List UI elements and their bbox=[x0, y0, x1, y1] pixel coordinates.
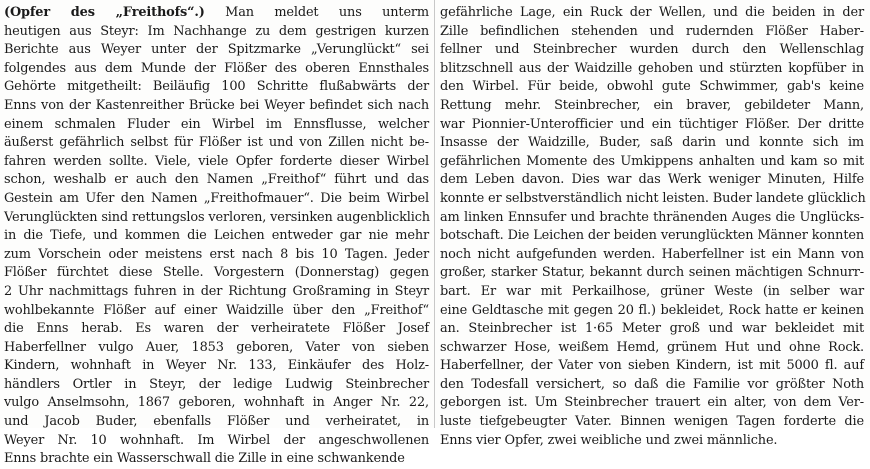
text-line bbox=[4, 432, 429, 451]
text-line-content: Zille befindlichen stehenden und rudernden Flößer Haber- bbox=[440, 23, 864, 39]
text-line-content: Haberfellner vulgo Auer, 1853 geboren, Vater von sieben bbox=[4, 339, 429, 355]
text-line-content: wohlbekannte Flößer auf einer Waidzille über den „Freithof“ bbox=[4, 302, 429, 318]
text-line-content: botschaft. Die Leichen der beiden verunglückten Männer konnten bbox=[440, 228, 864, 244]
text-line bbox=[4, 23, 429, 42]
text-line-content: zum Vorschein oder meistens erst nach 8 bis 10 Tagen. Jeder bbox=[4, 246, 429, 262]
text-line-content: bart. Er war mit Perkailhose, grüner Weste (in selber war bbox=[440, 283, 864, 299]
text-line-content: Gestein am Ufer den Namen „Freithofmauer“. Die beim Wirbel bbox=[4, 190, 429, 206]
text-line bbox=[4, 394, 429, 413]
text-line-content: Rettung mehr. Steinbrecher, ein braver, gebildeter Mann, bbox=[440, 97, 864, 113]
text-line bbox=[4, 171, 429, 190]
text-line-content: händlers Ortler in Steyr, der ledige Ludwig Steinbrecher bbox=[4, 376, 429, 392]
text-line bbox=[4, 116, 429, 135]
text-line bbox=[4, 283, 429, 302]
text-line-content: eine Geldtasche mit gegen 20 fl.) bekleidet, Rock hatte er keinen bbox=[440, 302, 864, 318]
text-line bbox=[4, 153, 429, 172]
text-line bbox=[440, 97, 864, 116]
text-line-content: gefährlichen Momente des Umkippens anhalten und kam so mit bbox=[440, 153, 864, 169]
text-line bbox=[4, 302, 429, 321]
text-line bbox=[440, 23, 864, 42]
text-line-content: geborgen ist. Um Steinbrecher trauert ein alter, von dem Ver- bbox=[440, 395, 864, 411]
text-line bbox=[4, 357, 429, 376]
text-line bbox=[4, 41, 429, 60]
text-line bbox=[4, 4, 429, 23]
text-line-content: den Todesfall versichert, so daß die Familie vor größter Noth bbox=[440, 376, 864, 392]
text-line-content: gefährliche Lage, ein Ruck der Wellen, und die beiden in der bbox=[440, 5, 864, 20]
text-line-content: in die Tiefe, und kommen die Leichen entweder gar nie mehr bbox=[4, 228, 429, 244]
text-line-content: 2 Uhr nachmittags fuhren in der Richtung Großraming in Steyr bbox=[4, 283, 429, 299]
text-line bbox=[440, 394, 864, 413]
text-line-content: Haberfellner, der Vater von sieben Kindern, ist mit 5000 fl. auf bbox=[440, 358, 864, 374]
text-line-content: blitzschnell aus der Waidzille gehoben und stürzten kopfüber in bbox=[440, 60, 864, 76]
text-line bbox=[440, 190, 864, 209]
text-line bbox=[440, 60, 864, 79]
article-column-right bbox=[440, 4, 866, 448]
text-line bbox=[4, 97, 429, 116]
text-line bbox=[4, 376, 429, 395]
text-line bbox=[4, 246, 429, 265]
text-line bbox=[440, 246, 864, 265]
text-line-content: Insasse der Waidzille, Buder, saß darin und konnte sich im bbox=[440, 135, 864, 151]
text-line-content: folgendes aus dem Munde der Flößer des oberen Ennsthales bbox=[4, 60, 429, 76]
text-line-content: Gehörte mitgetheilt: Beiläufig 100 Schritte flußabwärts der bbox=[4, 79, 429, 95]
text-line-content: Flößer fürchtet diese Stelle. Vorgestern (Donnerstag) gegen bbox=[4, 265, 429, 281]
text-line bbox=[440, 413, 864, 432]
text-line bbox=[440, 4, 864, 23]
text-line-content: fellner und Steinbrecher wurden durch den Wellenschlag bbox=[440, 42, 864, 58]
text-line-content: Verunglückten sind rettungslos verloren, versinken augenblicklich bbox=[4, 209, 430, 225]
text-line-content: konnte er selbstverständlich nicht leisten. Buder landete glücklich bbox=[440, 190, 866, 206]
text-line bbox=[4, 209, 429, 228]
text-line bbox=[440, 116, 864, 135]
text-line bbox=[4, 78, 429, 97]
text-line bbox=[4, 60, 429, 79]
text-line bbox=[4, 134, 429, 153]
text-line bbox=[4, 264, 429, 283]
text-line bbox=[440, 339, 864, 358]
text-line-content: die Enns herab. Es waren der verheiratete Flößer Josef bbox=[4, 321, 429, 337]
text-line-content: Berichte aus Weyer unter der Spitzmarke „Verunglückt“ sei bbox=[4, 42, 429, 58]
text-line bbox=[440, 432, 864, 451]
text-line bbox=[4, 339, 429, 358]
text-line bbox=[440, 357, 864, 376]
text-line bbox=[440, 134, 864, 153]
text-line bbox=[440, 302, 864, 321]
text-line bbox=[4, 450, 429, 469]
text-line bbox=[440, 41, 864, 60]
text-line bbox=[440, 320, 864, 339]
text-line bbox=[440, 227, 864, 246]
text-line-content: äußerst gefährlich selbst für Flößer ist und von Zillen nicht be- bbox=[4, 135, 429, 151]
text-line-content: und Jacob Buder, ebenfalls Flößer und verheiratet, in bbox=[4, 414, 429, 430]
text-line-content: den Wirbel. Für beide, obwohl gute Schwimmer, gab's keine bbox=[440, 79, 864, 95]
text-line-content: an. Steinbrecher ist 1·65 Meter groß und war bekleidet mit bbox=[440, 321, 864, 337]
text-line bbox=[440, 283, 864, 302]
text-line-content: am linken Ennsufer und brachte thränenden Auges die Unglücks- bbox=[440, 209, 864, 225]
text-line-content: dem Leben davon. Dies war das Werk weniger Minuten, Hilfe bbox=[440, 172, 864, 188]
article-title: (Opfer des „Freithofs“.) bbox=[4, 5, 205, 20]
text-line-content: fahren werden sollte. Viele, viele Opfer forderte dieser Wirbel bbox=[4, 153, 429, 169]
text-line-content: großer, starker Statur, bekannt durch seinen mächtigen Schnurr- bbox=[440, 265, 864, 281]
text-line-content: Kindern, wohnhaft in Weyer Nr. 133, Einkäufer des Holz- bbox=[4, 358, 429, 374]
text-line-content: Enns vier Opfer, zwei weibliche und zwei männliche. bbox=[440, 432, 778, 448]
text-line-content: Man meldet uns unterm bbox=[225, 5, 430, 20]
text-line bbox=[440, 153, 864, 172]
text-line-content: war Pionnier-Unterofficier und ein tüchtiger Flößer. Der dritte bbox=[440, 116, 864, 132]
text-line-content: vulgo Anselmsohn, 1867 geboren, wohnhaft in Anger Nr. 22, bbox=[4, 395, 429, 411]
text-line bbox=[4, 227, 429, 246]
text-line-content: luste tiefgebeugter Vater. Binnen wenigen Tagen forderte die bbox=[440, 414, 864, 430]
text-line bbox=[440, 171, 864, 190]
text-line bbox=[440, 209, 864, 228]
text-line-content: Enns von der Kastenreither Brücke bei Weyer befindet sich nach bbox=[4, 97, 429, 113]
text-line-content: heutigen aus Steyr: Im Nachhange zu dem gestrigen kurzen bbox=[4, 23, 429, 39]
article-column-left bbox=[4, 4, 430, 467]
text-line bbox=[440, 376, 864, 395]
text-line bbox=[440, 78, 864, 97]
text-line-content: Enns brachte ein Wasserschwall die Zille in eine schwankende bbox=[4, 451, 405, 467]
column-divider bbox=[434, 0, 435, 428]
text-line bbox=[4, 413, 429, 432]
text-line bbox=[4, 320, 429, 339]
text-line-content: schon, weshalb er auch den Namen „Freithof“ führt und das bbox=[4, 172, 429, 188]
text-line bbox=[4, 190, 429, 209]
text-line-content: Weyer Nr. 10 wohnhaft. Im Wirbel der angeschwollenen bbox=[4, 432, 429, 448]
text-line-content: schwarzer Hose, weißem Hemd, grünem Hut und ohne Rock. bbox=[440, 339, 864, 355]
text-line bbox=[440, 264, 864, 283]
text-line-content: einem schmalen Fluder ein Wirbel im Ennsflusse, welcher bbox=[4, 116, 429, 132]
text-line-content: noch nicht aufgefunden werden. Haberfellner ist ein Mann von bbox=[440, 246, 864, 262]
